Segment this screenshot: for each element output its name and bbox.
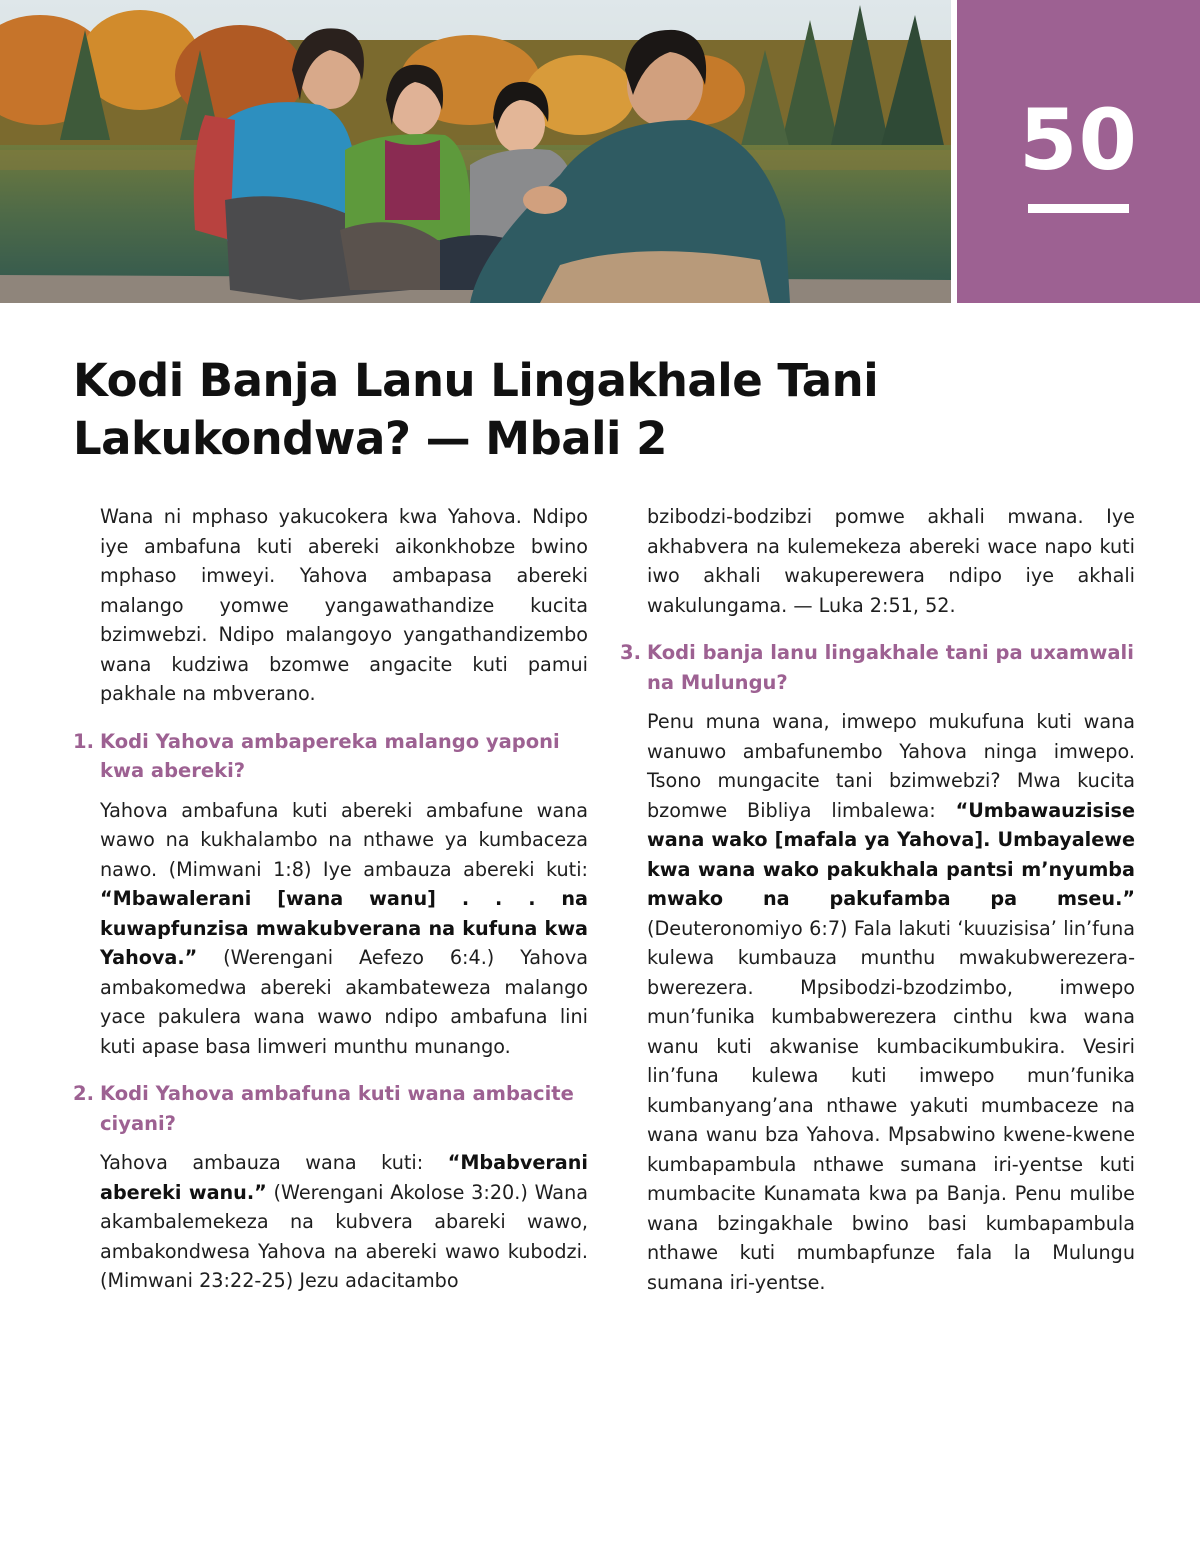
section-3-quote: “Umbawauzisise wana wako [mafala ya Yahova]. Umbayalewe kwa wana wako pakukhala pantsi m’nyumba mwako na pakufamba pa mseu.” [647,798,1135,910]
section-2-body [100,1148,588,1296]
section-2-body-end: (Werengani Akolose 3:20.) Wana akambalemekeza na kubvera abareki wawo, ambakondwesa Yahova na abereki wawo kubodzi. (Mimwani 23:22-25) Jezu adacitambo [100,1180,588,1292]
section-1-heading [73,727,588,786]
intro-paragraph: Wana ni mphaso yakucokera kwa Yahova. Ndipo iye ambafuna kuti abereki aikonkhobze bwino mphaso imweyi. Yahova ambapasa abereki malango yomwe yangawathandize kucita bzimwebzi. Ndipo malangoyo yangathandizembo wana kudziwa bzomwe angacite kuti pamui pakhale na mbverano. [100,505,588,705]
right-column [620,502,1135,1315]
lesson-number-badge [957,0,1200,303]
lesson-number-underline [1028,204,1129,213]
section-2-heading-text: Kodi Yahova ambafuna kuti wana ambacite ciyani? [100,1082,574,1135]
section-3-heading-text: Kodi banja lanu lingakhale tani pa uxamwali na Mulungu? [647,641,1134,694]
page-title: Kodi Banja Lanu Lingakhale Tani Lakukondwa? — Mbali 2 [73,354,879,465]
section-3-body-end: (Deuteronomiyo 6:7) Fala lakuti ‘kuuzisisa’ lin’funa kulewa kumbauza munthu mwakubwerezera-bwerezera. Mpsibodzi-bzodzimbo, imwepo mun’funika kumbabwerezera cinthu kwa wana wanu kuti akwanise kumbacikumbukira. Vesiri lin’funa kulewa kuti imwepo mun’funika kumbanyang’ana nthawe yakuti mumbaceze na wana wanu bza Yahova. Mpsabwino kwene-kwene kumbapambula nthawe sumana iri-yentse kuti mumbacite Kunamata kwa pa Banja. Penu mulibe wana bzingakhale bwino basi kumbapambula nthawe kuti mumbapfunze fala la Mulungu sumana iri-yentse. [647,916,1135,1294]
family-talking-by-lake-photo [0,0,951,303]
section-1-body [100,796,588,1062]
section-2-number: 2. [73,1082,94,1105]
left-column [73,502,588,1314]
section-2-body-continued: bzibodzi-bodzibzi pomwe akhali mwana. Iye akhabvera na kulemekeza abereki wace napo kuti iwo akhali wakuperewera ndipo iye akhali wakulungama. — Luka 2:51, 52. [647,505,1135,617]
section-2-body-start: Yahova ambauza wana kuti: [100,1151,448,1174]
section-3-body-start: Penu muna wana, imwepo mukufuna kuti wana wanuwo ambafunembo Yahova ninga imwepo. Tsono mungacite tani bzimwebzi? Mwa kucita bzomwe Bibliya limbalewa: [647,710,1135,822]
hero-photo [0,0,951,303]
section-1-quote: “Mbawalerani [wana wanu] . . . na kuwapfunzisa mwakubverana na kufuna kwa Yahova.” [100,887,588,969]
section-3-body [647,707,1135,1297]
section-2-heading [73,1079,588,1138]
section-2-quote: “Mbabverani abereki wanu.” [100,1151,588,1204]
section-3-heading [620,638,1135,697]
section-3-number: 3. [620,641,641,664]
section-1-body-start: Yahova ambafuna kuti abereki ambafune wana wawo na kukhalambo na nthawe ya kumbaceza nawo. (Mimwani 1:8) Iye ambauza abereki kuti: [100,798,588,881]
lesson-number: 50 [1019,91,1138,189]
section-1-number: 1. [73,729,94,753]
section-1-heading-text: Kodi Yahova ambapereka malango yaponi kwa abereki? [100,729,560,782]
section-1-body-end: (Werengani Aefezo 6:4.) Yahova ambakomedwa abereki akambateweza malango yace pakulera wana wawo ndipo ambafuna lini kuti apase basa limweri munthu munango. [100,946,588,1058]
